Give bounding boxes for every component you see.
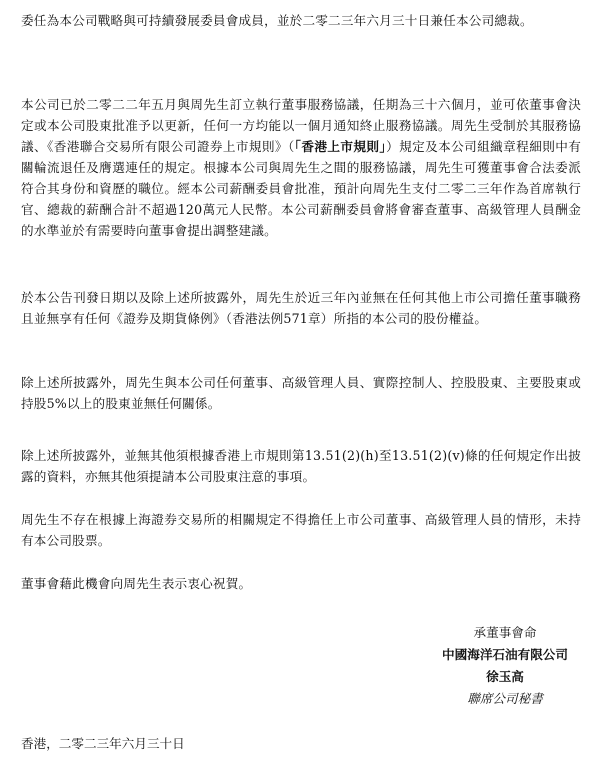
company-name: 中國海洋石油有限公司 — [442, 647, 568, 662]
signatory-name: 徐玉高 — [486, 669, 524, 684]
place-and-date: 香港，二零二三年六月三十日 — [21, 736, 185, 751]
service-agreement-text-2: ）規定及本公司組織章程細則中有關輪流退任及膺選連任的規定。根據本公司與周先生之間的服務協議，周先生可獲董事會合法委派符合其身份和資歷的職位。經本公司薪酬委員會批准，預計向周先生支付二零二三年作為首席執行官、總裁的薪酬合計不超過120萬元人民幣。本公司薪酬委員會將會審查董事、高級管理人員酬金的水準並於有需要時向董事會提出調整建議。 — [21, 139, 582, 238]
signature-block — [420, 622, 590, 710]
by-order-of-board: 承董事會命 — [473, 625, 537, 640]
paragraph-relationships: 除上述所披露外，周先生與本公司任何董事、高級管理人員、實際控制人、控股股東、主要股東或持股5%以上的股東並無任何關係。 — [21, 375, 581, 411]
paragraph-directorships: 於本公告刊發日期以及除上述所披露外，周先生於近三年內並無在任何其他上市公司擔任董事職務且並無享有任何《證券及期貨條例》（香港法例571章）所指的本公司的股份權益。 — [21, 290, 581, 326]
paragraph-service-agreement — [21, 94, 581, 241]
paragraph-appointment: 委任為本公司戰略與可持續發展委員會成員，並於二零二三年六月三十日兼任本公司總裁。 — [21, 13, 533, 28]
signatory-title: 聯席公司秘書 — [467, 691, 543, 706]
paragraph-disclosure: 除上述所披露外，並無其他須根據香港上市規則第13.51(2)(h)至13.51(2)(v)條的任何規定作出披露的資料，亦無其他須提請本公司股東注意的事項。 — [21, 448, 581, 484]
paragraph-eligibility: 周先生不存在根據上海證券交易所的相關規定不得擔任上市公司董事、高級管理人員的情形，未持有本公司股票。 — [21, 512, 581, 548]
paragraph-congratulations: 董事會藉此機會向周先生表示衷心祝賀。 — [21, 576, 252, 591]
listing-rules-term: 「香港上市規則」 — [294, 139, 387, 154]
service-agreement-text-1: 本公司已於二零二二年五月與周先生訂立執行董事服務協議，任期為三十六個月，並可依董事會決定或本公司股東批准予以更新，任何一方均能以一個月通知終止服務協議。周先生受制於其服務協議、《香港聯合交易所有限公司證券上市規則》（ — [21, 97, 581, 154]
